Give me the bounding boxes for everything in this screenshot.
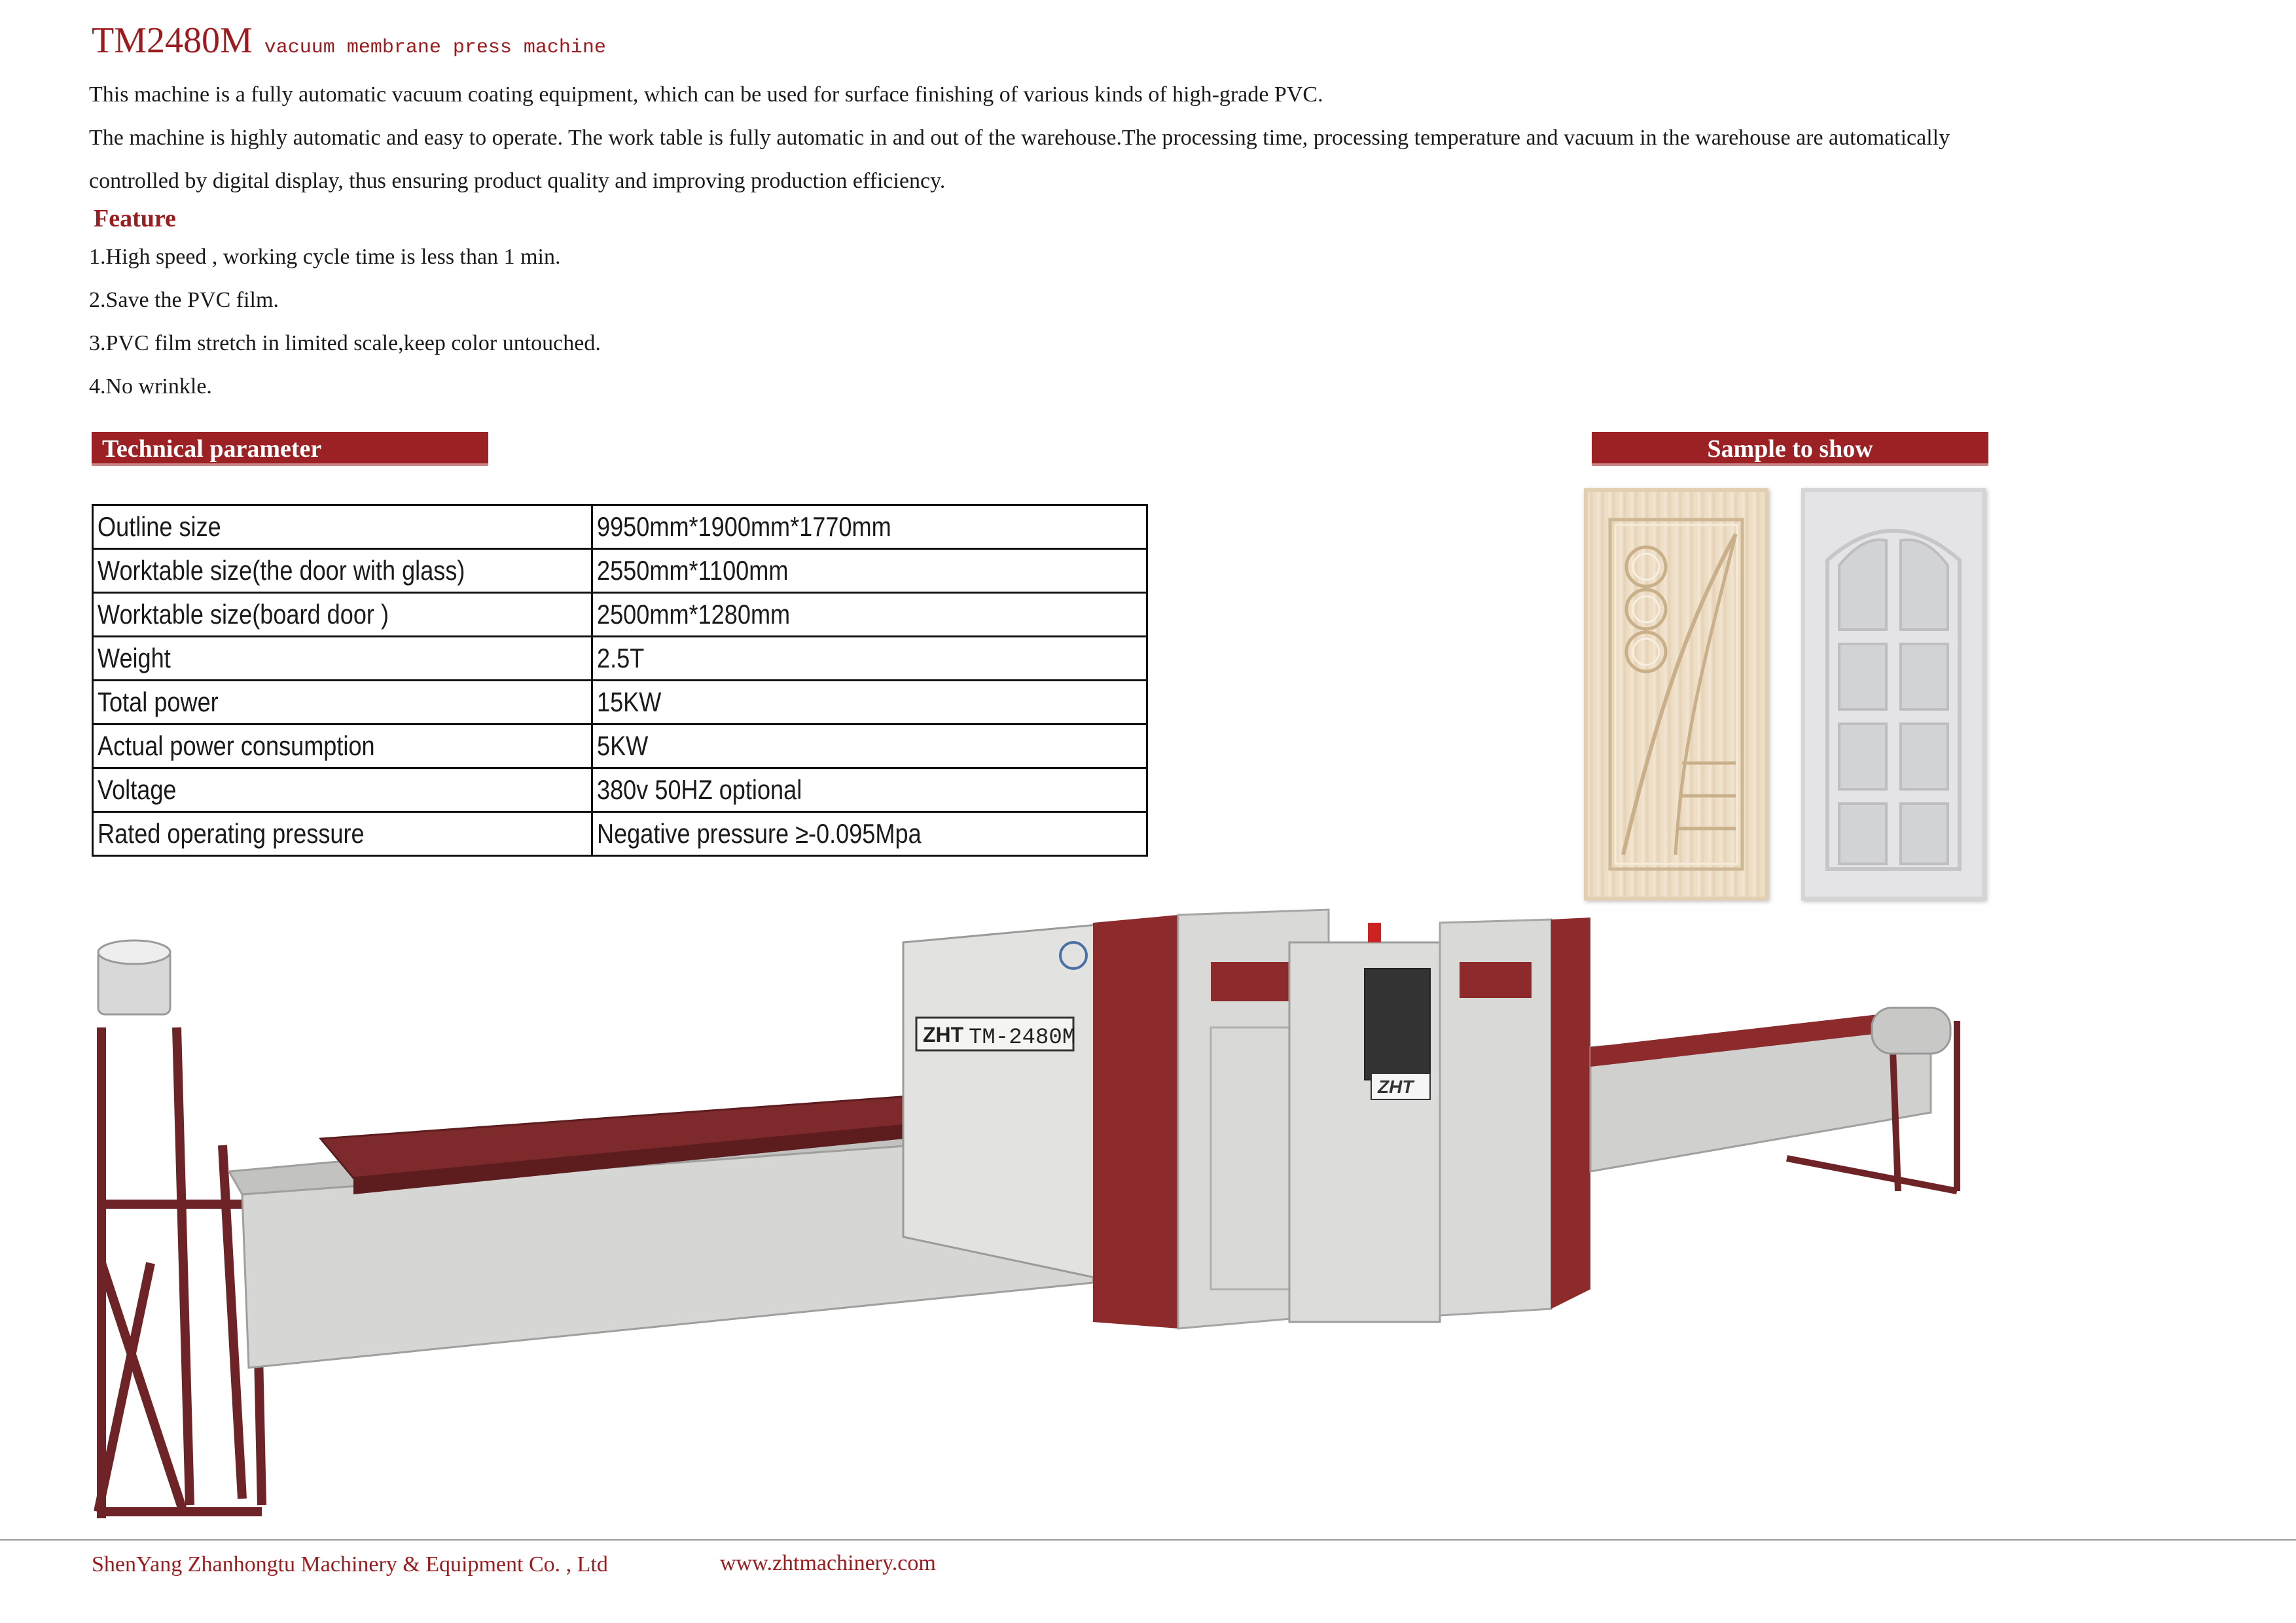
model-title: TM2480M — [92, 20, 253, 61]
intro-line-2: The machine is highly automatic and easy to operate. The work table is fully automatic in and out of the warehouse.The processing time, processing temperature and vacuum in the warehouse are automatically — [89, 126, 1950, 150]
feature-item: 2.Save the PVC film. — [89, 288, 279, 312]
param-key: Rated operating pressure — [98, 818, 365, 849]
wood-door-carving — [1584, 488, 1768, 901]
param-value: 5KW — [597, 730, 649, 761]
param-key: Worktable size(board door ) — [98, 599, 389, 630]
param-value: 2550mm*1100mm — [597, 555, 789, 586]
technical-parameter-table — [92, 504, 1148, 857]
footer-company: ShenYang Zhanhongtu Machinery & Equipment Co. , Ltd — [92, 1552, 608, 1577]
sample-banner: Sample to show — [1592, 432, 1988, 466]
intro-line-3: controlled by digital display, thus ensuring product quality and improving production efficiency. — [89, 169, 946, 193]
table-row — [93, 637, 1147, 681]
param-key: Outline size — [98, 511, 221, 542]
intro-line-1: This machine is a fully automatic vacuum coating equipment, which can be used for surface finishing of various kinds of high-grade PVC. — [89, 82, 1323, 107]
feature-heading: Feature — [94, 205, 176, 232]
page-title — [92, 20, 606, 62]
footer-website-link[interactable]: www.zhtmachinery.com — [720, 1551, 936, 1575]
feature-item: 3.PVC film stretch in limited scale,keep color untouched. — [89, 331, 601, 355]
vacuum-press-machine-image — [72, 897, 2036, 1531]
table-row — [93, 724, 1147, 768]
model-subtitle: vacuum membrane press machine — [264, 37, 606, 59]
param-key: Worktable size(the door with glass) — [98, 555, 465, 586]
table-row — [93, 812, 1147, 856]
param-key: Total power — [98, 687, 219, 717]
param-value: Negative pressure ≥-0.095Mpa — [597, 818, 922, 849]
footer-divider — [0, 1539, 2296, 1541]
param-value: 2.5T — [597, 643, 645, 673]
param-value: 15KW — [597, 687, 662, 717]
feature-item: 4.No wrinkle. — [89, 374, 212, 399]
param-key: Voltage — [98, 774, 177, 805]
table-row — [93, 549, 1147, 593]
table-row — [93, 593, 1147, 637]
table-row — [93, 681, 1147, 724]
sample-door-wood-image — [1584, 488, 1768, 901]
machine-model-label: TM-2480M — [969, 1026, 1076, 1050]
glass-door-frame — [1801, 488, 1986, 901]
table-row — [93, 505, 1147, 549]
technical-parameter-banner: Technical parameter — [92, 432, 488, 466]
film-roll-stand — [98, 940, 262, 1518]
feature-item: 1.High speed , working cycle time is less than 1 min. — [89, 245, 561, 269]
table-row — [93, 768, 1147, 812]
cabinet-brand-label: ZHT — [1378, 1077, 1414, 1097]
param-value: 380v 50HZ optional — [597, 774, 802, 805]
param-value: 9950mm*1900mm*1770mm — [597, 511, 892, 542]
param-value: 2500mm*1280mm — [597, 599, 791, 630]
machine-drawing — [72, 897, 2036, 1531]
machine-brand-label: ZHT — [923, 1023, 964, 1046]
sample-door-glass-image — [1801, 488, 1986, 901]
param-key: Weight — [98, 643, 171, 673]
param-key: Actual power consumption — [98, 730, 375, 761]
